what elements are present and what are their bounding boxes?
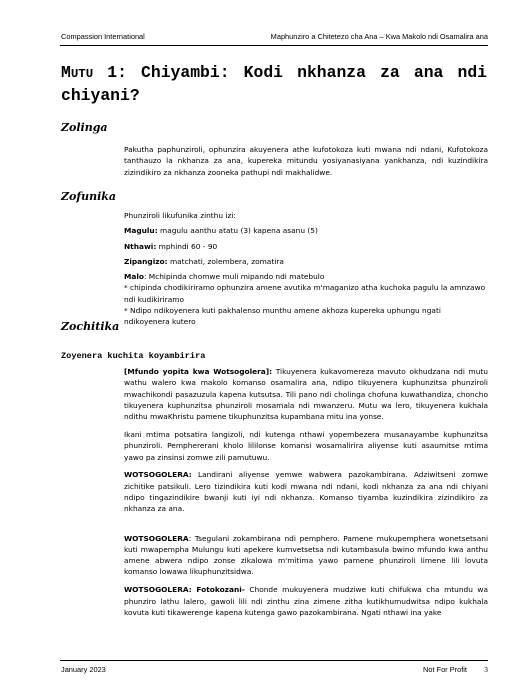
requirement-item: Zipangizo: matchati, zolembera, zomatira — [124, 256, 284, 266]
footer-rule — [60, 660, 488, 661]
zochitika-body — [124, 366, 488, 618]
paragraph: [Mfundo yopita kwa Wotsogolera]: Tikuyenera kukavomereza mavuto okhudzana ndi mutu wathu walero kwa makolo komanso osamalira ana, ndipo tikuyenera kuphunzitsa phunziroli mwachikondi pasazuzula kapena kutsutsa. Tili pano ndi cholinga chofuna kuwathandiza, choncho tikuyenera kuphunzitsa phunziroli mosamala ndi mwanzeru. Mutu wa lero, tikuyenera kukhala ndithu mwaKhristu pamene tikuphunzitsa kupambana mitu ina yonse. — [124, 367, 488, 422]
zofunika-intro: Phunziroli likufunika zinthu izi: — [124, 211, 236, 220]
title-rest: 1: Chiyambi: Kodi nkhanza za ana ndi chiyani? — [61, 63, 487, 105]
footer-note: Not For Profit — [423, 665, 467, 674]
paragraph: WOTSOGOLERA: Landirani aliyense yemwe wabwera pazokambirana. Adziwitseni zomwe zichitike patsikuli. Lero tizindikira kuti kodi mwana ndi ndani, kodi nkhanza za ana ndi chiyani ndipo tingazindikire bwanji kuti iyi ndi nkhanza. Komanso tiyamba kuzindikira zizindikiro za nkhanza za ana. — [124, 470, 488, 514]
zolinga-body — [124, 144, 488, 178]
requirement-item: Magulu: magulu aanthu atatu (3) kapena asanu (5) — [124, 226, 318, 236]
running-footer — [61, 665, 488, 677]
paragraph: WOTSOGOLERA: Fotokozani- Chonde mukuyenera mudziwe kuti chifukwa cha mtundu wa phunziro lathu lalero, gawoli lili ndi zinthu zina zimene zitha kutikhumudwitsa ndipo kukhala kovuta kuti tikawerenge kapena kutenga gawo pazokambirana. Ngati nthawi ina yake — [124, 585, 489, 617]
running-header — [61, 32, 488, 44]
zofunika-body — [124, 210, 488, 328]
lesson-title — [61, 62, 487, 106]
header-document-title: Maphunziro a Chitetezo cha Ana – Kwa Makolo ndi Osamalira ana — [270, 32, 488, 41]
paragraph: Ikani mtima potsatira langizoli, ndi kutenga nthawi yopembezera musanayambe kuphunzitsa phunziroli. Pemphererani kholo lililonse komansi wosamalirira aliyense kuti asaumitse mtima yawo pa zinsinsi zomwe zili pamutuwu. — [124, 429, 488, 462]
paragraph: WOTSOGOLERA: Tsegulani zokambirana ndi pemphero. Pamene mukupemphera wonetsetsani kuti mwapempha Mulungu kuti apekere kumvetsetsa ndi kutambasula bwino mfundo kwa anthu amene abwera ndipo zonse zikalowa m'mitima yawo pamene phunziroli limene lili lovuta komanso lowawa likuphunzitsidwa. — [124, 533, 488, 577]
heading-zofunika: Zofunika — [61, 190, 117, 203]
heading-zochitika: Zochitika — [61, 320, 120, 333]
zolinga-text: Pakutha paphunziroli, ophunzira akuyenera athe kufotokoza kuti mwana ndi ndani, Kufotokoza tanthauzo la nkhanza za ana, kupereka mitundu yosiyanasiyana yankhanza, ndi kuzindikira zizindikiro za nkhanza zooneka pathupi ndi makhalidwe. — [124, 145, 488, 177]
heading-zolinga: Zolinga — [61, 121, 108, 134]
requirement-item: Malo: Mchipinda chomwe muli mipando ndi matebulo — [124, 272, 325, 282]
title-lead-letter: M — [61, 63, 71, 82]
header-rule — [60, 45, 488, 46]
title-small-caps: UTU — [70, 67, 94, 81]
header-organization: Compassion International — [61, 32, 145, 41]
requirement-note: * chipinda chodikiriramo ophunzira amene avutika m'maganizo atha kuchoka pagulu la amnzawo ndi kudikiriramo — [124, 283, 486, 304]
footer-date: January 2023 — [61, 665, 106, 674]
subheading-first-steps: Zoyenera kuchita koyambirira — [61, 351, 206, 361]
page-number: 3 — [484, 665, 488, 674]
requirement-item: Nthawi: mphindi 60 - 90 — [124, 241, 218, 251]
requirement-note: * Ndipo ndikoyenera kuti pakhalenso munthu amene akhoza kupereka uphungu ngati ndikoyenera kutero — [124, 306, 441, 327]
